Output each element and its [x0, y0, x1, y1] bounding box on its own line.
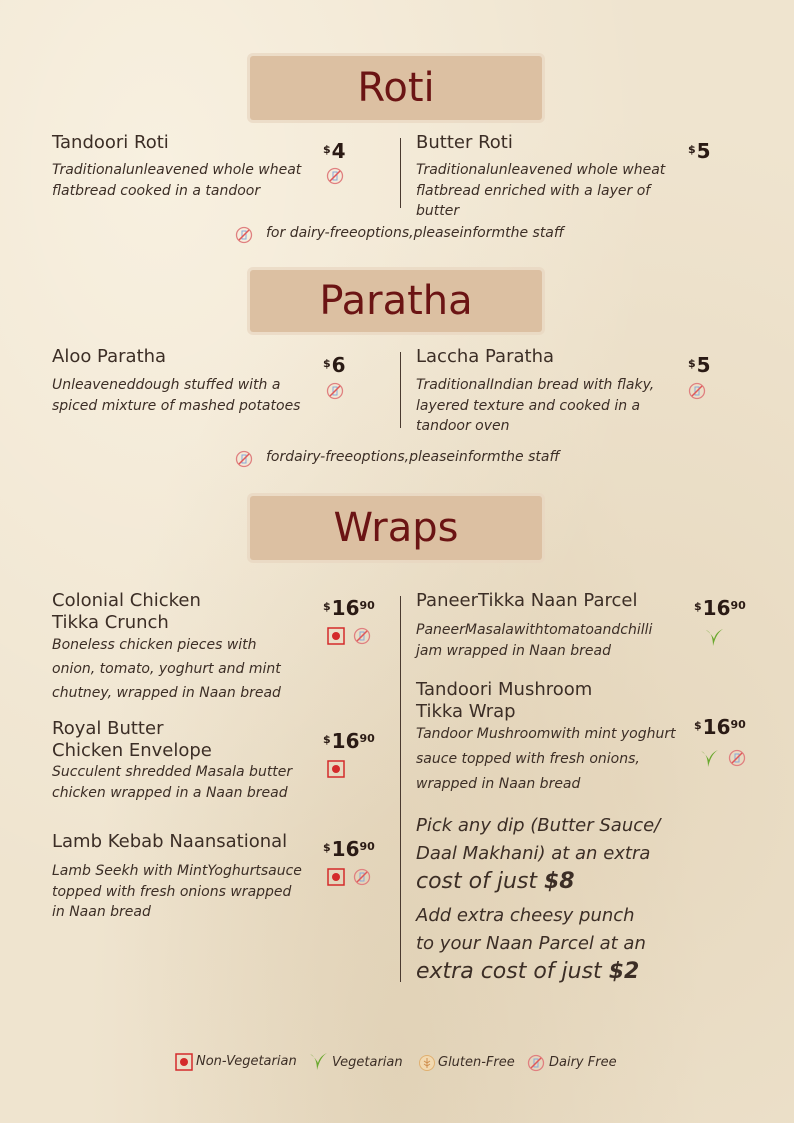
section-title-wraps: Wraps: [333, 505, 459, 551]
gluten-free-icon: [418, 1054, 436, 1072]
column-divider: [400, 596, 401, 982]
section-banner-roti: [250, 56, 542, 120]
non-veg-icon: [327, 760, 345, 778]
item-name-royal-butter-chicken: Royal Butter Chicken Envelope: [52, 718, 212, 761]
dairy-free-icon: [527, 1054, 545, 1072]
non-veg-icon: [327, 627, 345, 645]
section-title-paratha: Paratha: [319, 278, 473, 324]
dairy-free-icon: [688, 382, 706, 400]
item-price-aloo-paratha: $6: [323, 353, 346, 377]
item-desc-aloo-paratha: Unleaveneddough stuffed with a spiced mixture of mashed potatoes: [52, 377, 301, 414]
vegetarian-icon: [307, 1050, 329, 1072]
dairy-free-icon: [235, 226, 253, 244]
dairy-free-icon: [353, 868, 371, 886]
column-divider: [400, 352, 401, 428]
item-price-butter-roti: $5: [688, 139, 711, 163]
item-price-royal-butter-chicken: $^{\$}16^{90}$: [323, 729, 375, 753]
item-name-colonial-chicken: Colonial Chicken Tikka Crunch: [52, 590, 201, 633]
item-name-aloo-paratha: Aloo Paratha: [52, 346, 167, 367]
dairy-free-icon: [326, 167, 344, 185]
vegetarian-icon: [698, 747, 720, 769]
non-veg-icon: [327, 868, 345, 886]
vegetarian-icon: [703, 626, 725, 648]
item-desc-colonial-chicken: Boneless chicken pieces with onion, tomato, yoghurt and mint chutney, wrapped in Naan bread: [52, 637, 281, 701]
item-name-lamb-kebab: Lamb Kebab Naansational: [52, 831, 288, 852]
item-name-paneer-tikka: PaneerTikka Naan Parcel: [416, 590, 638, 611]
legend-gluten-free-label: Gluten-Free: [438, 1055, 515, 1070]
non-veg-icon: [175, 1053, 193, 1071]
section-banner-paratha: [250, 270, 542, 332]
item-desc-butter-roti: Traditionalunleavened whole wheat flatbread enriched with a layer of butter: [416, 162, 666, 219]
legend-dairy-free-label: Dairy Free: [549, 1055, 617, 1070]
cheese-promo: Add extra cheesy punch to your Naan Parcel at an extra cost of just $2: [416, 905, 646, 984]
item-name-laccha-paratha: Laccha Paratha: [416, 346, 555, 367]
item-price-tandoori-mushroom: $^{\$}16^{90}$: [694, 715, 746, 739]
item-price-colonial-chicken: $^{\$}16^{90}$: [323, 596, 375, 620]
item-desc-tandoori-roti: Traditionalunleavened whole wheat flatbread cooked in a tandoor: [52, 162, 302, 199]
item-name-tandoori-roti: Tandoori Roti: [52, 132, 169, 153]
item-name-butter-roti: Butter Roti: [416, 132, 513, 153]
item-desc-paneer-tikka: PaneerMasalawithtomatoandchilli jam wrapped in Naan bread: [416, 622, 653, 659]
item-name-tandoori-mushroom: Tandoori Mushroom Tikka Wrap: [416, 679, 593, 722]
dairy-free-note-paratha: fordairy-freeoptions,pleaseinformthe staff: [266, 449, 560, 465]
legend-veg-label: Vegetarian: [332, 1055, 403, 1070]
dairy-free-icon: [326, 382, 344, 400]
column-divider: [400, 138, 401, 208]
item-desc-laccha-paratha: TraditionalIndian bread with flaky, layered texture and cooked in a tandoor oven: [416, 377, 655, 434]
item-price-tandoori-roti: $4: [323, 139, 346, 163]
item-desc-tandoori-mushroom: Tandoor Mushroomwith mint yoghurt sauce topped with fresh onions, wrapped in Naan bread: [416, 726, 676, 792]
item-desc-lamb-kebab: Lamb Seekh with MintYoghurtsauce topped with fresh onions wrapped in Naan bread: [52, 863, 302, 920]
dairy-free-icon: [235, 450, 253, 468]
section-title-roti: Roti: [357, 65, 435, 111]
item-price-laccha-paratha: $5: [688, 353, 711, 377]
item-desc-royal-butter-chicken: Succulent shredded Masala butter chicken wrapped in a Naan bread: [52, 764, 293, 801]
legend-non-veg-label: Non-Vegetarian: [196, 1054, 297, 1069]
section-banner-wraps: [250, 496, 542, 560]
dairy-free-icon: [728, 749, 746, 767]
item-price-paneer-tikka: $^{\$}16^{90}$: [694, 596, 746, 620]
dip-promo: Pick any dip (Butter Sauce/ Daal Makhani) at an extra cost of just $8: [416, 815, 661, 894]
item-price-lamb-kebab: $^{\$}16^{90}$: [323, 837, 375, 861]
dairy-free-note-roti: for dairy-freeoptions,pleaseinformthe staff: [266, 225, 564, 241]
dairy-free-icon: [353, 627, 371, 645]
